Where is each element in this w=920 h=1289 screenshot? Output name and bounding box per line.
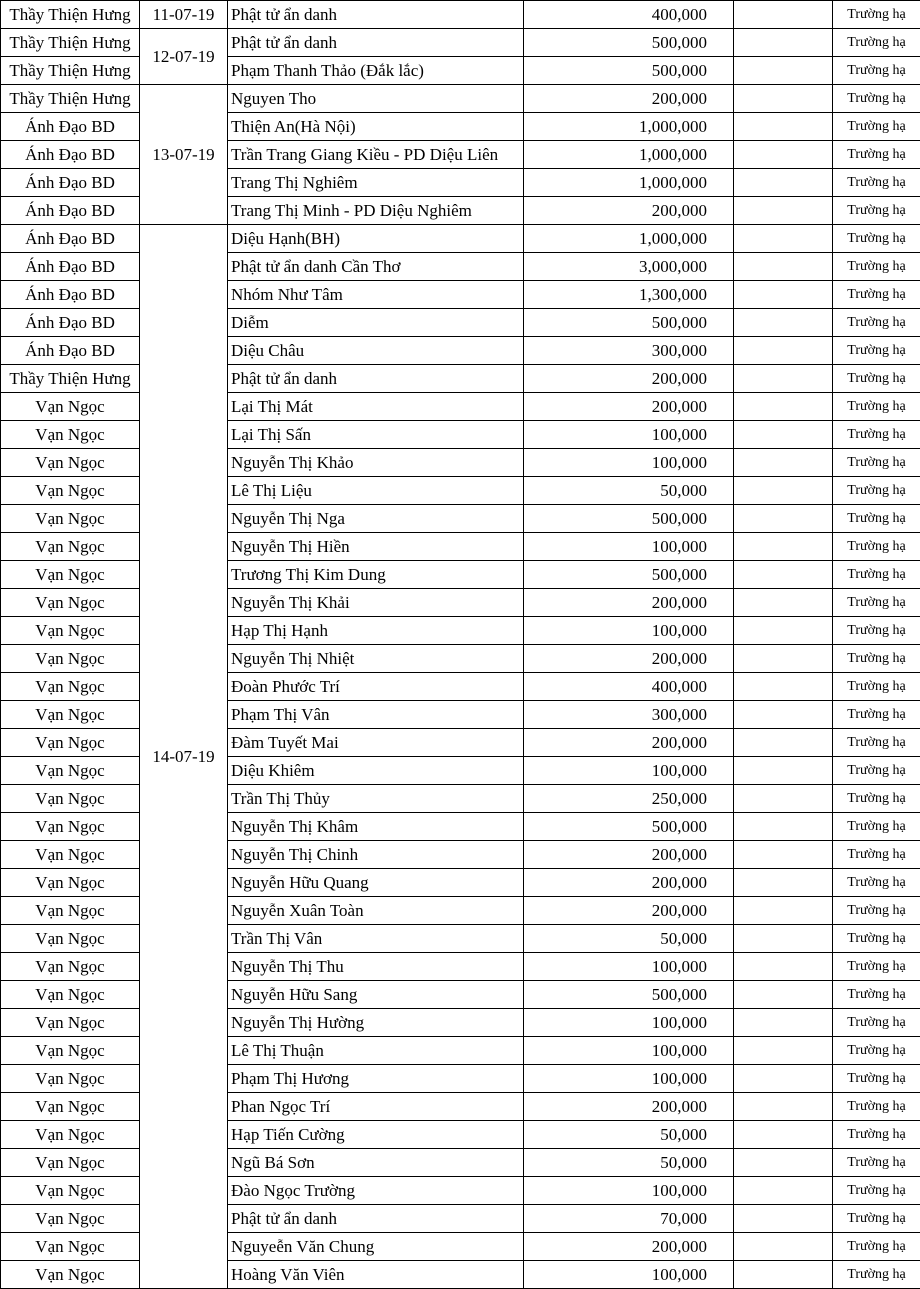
table-row (1, 29, 920, 57)
purpose-cell: Trường hạ (833, 365, 920, 393)
amount-cell: 500,000 (524, 505, 734, 533)
table-row (1, 729, 920, 757)
empty-cell (734, 897, 833, 925)
collector-cell: Vạn Ngọc (1, 813, 140, 841)
donor-name-cell: Ngũ Bá Sơn (228, 1149, 524, 1177)
amount-cell: 3,000,000 (524, 253, 734, 281)
amount-cell: 250,000 (524, 785, 734, 813)
collector-cell: Vạn Ngọc (1, 1261, 140, 1289)
table-row (1, 561, 920, 589)
purpose-cell: Trường hạ (833, 169, 920, 197)
purpose-cell: Trường hạ (833, 1037, 920, 1065)
empty-cell (734, 141, 833, 169)
purpose-cell: Trường hạ (833, 225, 920, 253)
table-row (1, 57, 920, 85)
purpose-cell: Trường hạ (833, 645, 920, 673)
collector-cell: Vạn Ngọc (1, 589, 140, 617)
collector-cell: Vạn Ngọc (1, 981, 140, 1009)
purpose-cell: Trường hạ (833, 1065, 920, 1093)
donor-name-cell: Thiện An(Hà Nội) (228, 113, 524, 141)
donor-name-cell: Nguyen Tho (228, 85, 524, 113)
donor-name-cell: Đoàn Phước Trí (228, 673, 524, 701)
amount-cell: 200,000 (524, 365, 734, 393)
collector-cell: Vạn Ngọc (1, 897, 140, 925)
table-body (1, 1, 920, 1289)
amount-cell: 100,000 (524, 449, 734, 477)
empty-cell (734, 1065, 833, 1093)
table-row (1, 449, 920, 477)
purpose-cell: Trường hạ (833, 1261, 920, 1289)
purpose-cell: Trường hạ (833, 1205, 920, 1233)
amount-cell: 100,000 (524, 1177, 734, 1205)
donor-name-cell: Diễm (228, 309, 524, 337)
purpose-cell: Trường hạ (833, 1149, 920, 1177)
table-row (1, 981, 920, 1009)
empty-cell (734, 29, 833, 57)
purpose-cell: Trường hạ (833, 1093, 920, 1121)
table-row (1, 253, 920, 281)
donor-name-cell: Phật tử ẩn danh (228, 365, 524, 393)
collector-cell: Vạn Ngọc (1, 1149, 140, 1177)
donor-name-cell: Lê Thị Thuận (228, 1037, 524, 1065)
purpose-cell: Trường hạ (833, 589, 920, 617)
collector-cell: Vạn Ngọc (1, 925, 140, 953)
table-row (1, 141, 920, 169)
empty-cell (734, 729, 833, 757)
table-row (1, 1261, 920, 1289)
donor-name-cell: Nguyễn Thị Hường (228, 1009, 524, 1037)
empty-cell (734, 1037, 833, 1065)
collector-cell: Thầy Thiện Hưng (1, 57, 140, 85)
amount-cell: 200,000 (524, 897, 734, 925)
donor-name-cell: Trần Trang Giang Kiều - PD Diệu Liên (228, 141, 524, 169)
donor-name-cell: Diệu Hạnh(BH) (228, 225, 524, 253)
donor-name-cell: Nguyễn Hữu Sang (228, 981, 524, 1009)
donor-name-cell: Lê Thị Liệu (228, 477, 524, 505)
empty-cell (734, 673, 833, 701)
donor-name-cell: Trương Thị Kim Dung (228, 561, 524, 589)
donor-name-cell: Hoàng Văn Viên (228, 1261, 524, 1289)
table-row (1, 1233, 920, 1261)
table-row (1, 785, 920, 813)
table-row (1, 85, 920, 113)
empty-cell (734, 449, 833, 477)
table-row (1, 701, 920, 729)
table-row (1, 1121, 920, 1149)
purpose-cell: Trường hạ (833, 533, 920, 561)
donor-name-cell: Phật tử ẩn danh Cần Thơ (228, 253, 524, 281)
collector-cell: Thầy Thiện Hưng (1, 85, 140, 113)
empty-cell (734, 421, 833, 449)
empty-cell (734, 477, 833, 505)
table-row (1, 225, 920, 253)
empty-cell (734, 505, 833, 533)
donor-name-cell: Trang Thị Minh - PD Diệu Nghiêm (228, 197, 524, 225)
amount-cell: 200,000 (524, 869, 734, 897)
empty-cell (734, 85, 833, 113)
purpose-cell: Trường hạ (833, 421, 920, 449)
collector-cell: Vạn Ngọc (1, 477, 140, 505)
empty-cell (734, 309, 833, 337)
table-row (1, 477, 920, 505)
collector-cell: Ánh Đạo BD (1, 225, 140, 253)
table-row (1, 645, 920, 673)
donor-name-cell: Hạp Tiến Cường (228, 1121, 524, 1149)
amount-cell: 400,000 (524, 673, 734, 701)
table-row (1, 309, 920, 337)
empty-cell (734, 1205, 833, 1233)
table-row (1, 1065, 920, 1093)
donor-name-cell: Phật tử ẩn danh (228, 1, 524, 29)
collector-cell: Vạn Ngọc (1, 953, 140, 981)
donor-name-cell: Phạm Thị Hương (228, 1065, 524, 1093)
table-row (1, 1037, 920, 1065)
collector-cell: Thầy Thiện Hưng (1, 29, 140, 57)
amount-cell: 100,000 (524, 1009, 734, 1037)
table-row (1, 673, 920, 701)
collector-cell: Vạn Ngọc (1, 1065, 140, 1093)
purpose-cell: Trường hạ (833, 1009, 920, 1037)
empty-cell (734, 561, 833, 589)
collector-cell: Ánh Đạo BD (1, 141, 140, 169)
purpose-cell: Trường hạ (833, 253, 920, 281)
donor-name-cell: Đàm Tuyết Mai (228, 729, 524, 757)
donor-name-cell: Trần Thị Thủy (228, 785, 524, 813)
amount-cell: 400,000 (524, 1, 734, 29)
donor-name-cell: Nhóm Như Tâm (228, 281, 524, 309)
amount-cell: 500,000 (524, 29, 734, 57)
empty-cell (734, 981, 833, 1009)
donor-name-cell: Diệu Khiêm (228, 757, 524, 785)
donor-name-cell: Nguyễn Thị Nhiệt (228, 645, 524, 673)
purpose-cell: Trường hạ (833, 1121, 920, 1149)
empty-cell (734, 253, 833, 281)
amount-cell: 200,000 (524, 393, 734, 421)
date-cell: 14-07-19 (140, 225, 228, 1289)
purpose-cell: Trường hạ (833, 841, 920, 869)
empty-cell (734, 1233, 833, 1261)
purpose-cell: Trường hạ (833, 141, 920, 169)
amount-cell: 1,000,000 (524, 141, 734, 169)
empty-cell (734, 953, 833, 981)
collector-cell: Vạn Ngọc (1, 841, 140, 869)
donor-name-cell: Trang Thị Nghiêm (228, 169, 524, 197)
empty-cell (734, 281, 833, 309)
empty-cell (734, 533, 833, 561)
date-cell: 12-07-19 (140, 29, 228, 85)
amount-cell: 50,000 (524, 477, 734, 505)
collector-cell: Ánh Đạo BD (1, 197, 140, 225)
purpose-cell: Trường hạ (833, 1177, 920, 1205)
purpose-cell: Trường hạ (833, 981, 920, 1009)
purpose-cell: Trường hạ (833, 617, 920, 645)
table-row (1, 169, 920, 197)
purpose-cell: Trường hạ (833, 281, 920, 309)
donor-name-cell: Phạm Thanh Thảo (Đắk lắc) (228, 57, 524, 85)
purpose-cell: Trường hạ (833, 813, 920, 841)
amount-cell: 200,000 (524, 645, 734, 673)
purpose-cell: Trường hạ (833, 477, 920, 505)
purpose-cell: Trường hạ (833, 393, 920, 421)
purpose-cell: Trường hạ (833, 57, 920, 85)
amount-cell: 200,000 (524, 589, 734, 617)
amount-cell: 500,000 (524, 309, 734, 337)
table-row (1, 1205, 920, 1233)
table-row (1, 589, 920, 617)
purpose-cell: Trường hạ (833, 561, 920, 589)
table-row (1, 813, 920, 841)
empty-cell (734, 169, 833, 197)
purpose-cell: Trường hạ (833, 785, 920, 813)
table-row (1, 197, 920, 225)
purpose-cell: Trường hạ (833, 757, 920, 785)
donor-name-cell: Lại Thị Sấn (228, 421, 524, 449)
amount-cell: 100,000 (524, 421, 734, 449)
purpose-cell: Trường hạ (833, 29, 920, 57)
donor-name-cell: Phật tử ẩn danh (228, 1205, 524, 1233)
collector-cell: Ánh Đạo BD (1, 309, 140, 337)
collector-cell: Vạn Ngọc (1, 785, 140, 813)
collector-cell: Thầy Thiện Hưng (1, 365, 140, 393)
amount-cell: 100,000 (524, 617, 734, 645)
amount-cell: 1,000,000 (524, 169, 734, 197)
amount-cell: 200,000 (524, 729, 734, 757)
table-row (1, 421, 920, 449)
empty-cell (734, 645, 833, 673)
amount-cell: 200,000 (524, 197, 734, 225)
collector-cell: Vạn Ngọc (1, 1233, 140, 1261)
amount-cell: 100,000 (524, 1037, 734, 1065)
table-row (1, 897, 920, 925)
amount-cell: 300,000 (524, 701, 734, 729)
empty-cell (734, 701, 833, 729)
purpose-cell: Trường hạ (833, 869, 920, 897)
empty-cell (734, 757, 833, 785)
purpose-cell: Trường hạ (833, 925, 920, 953)
empty-cell (734, 225, 833, 253)
donor-name-cell: Đào Ngọc Trường (228, 1177, 524, 1205)
table-row (1, 281, 920, 309)
donor-name-cell: Nguyễn Thị Khâm (228, 813, 524, 841)
donor-name-cell: Trần Thị Vân (228, 925, 524, 953)
collector-cell: Vạn Ngọc (1, 421, 140, 449)
table-row (1, 841, 920, 869)
amount-cell: 200,000 (524, 1093, 734, 1121)
purpose-cell: Trường hạ (833, 309, 920, 337)
table-row (1, 533, 920, 561)
collector-cell: Vạn Ngọc (1, 617, 140, 645)
table-row (1, 953, 920, 981)
table-row (1, 1093, 920, 1121)
purpose-cell: Trường hạ (833, 1233, 920, 1261)
collector-cell: Vạn Ngọc (1, 1009, 140, 1037)
donor-name-cell: Nguyễn Hữu Quang (228, 869, 524, 897)
date-cell: 13-07-19 (140, 85, 228, 225)
collector-cell: Vạn Ngọc (1, 505, 140, 533)
table-row (1, 1, 920, 29)
collector-cell: Vạn Ngọc (1, 1177, 140, 1205)
empty-cell (734, 785, 833, 813)
empty-cell (734, 197, 833, 225)
empty-cell (734, 57, 833, 85)
donor-name-cell: Nguyeễn Văn Chung (228, 1233, 524, 1261)
table-row (1, 505, 920, 533)
purpose-cell: Trường hạ (833, 113, 920, 141)
table-row (1, 113, 920, 141)
collector-cell: Vạn Ngọc (1, 1121, 140, 1149)
collector-cell: Vạn Ngọc (1, 701, 140, 729)
collector-cell: Vạn Ngọc (1, 1205, 140, 1233)
collector-cell: Vạn Ngọc (1, 561, 140, 589)
empty-cell (734, 841, 833, 869)
donor-name-cell: Nguyễn Thị Chinh (228, 841, 524, 869)
donor-name-cell: Diệu Châu (228, 337, 524, 365)
table-row (1, 393, 920, 421)
collector-cell: Ánh Đạo BD (1, 337, 140, 365)
donor-name-cell: Nguyễn Thị Khảo (228, 449, 524, 477)
amount-cell: 500,000 (524, 981, 734, 1009)
amount-cell: 1,000,000 (524, 225, 734, 253)
amount-cell: 300,000 (524, 337, 734, 365)
donor-name-cell: Hạp Thị Hạnh (228, 617, 524, 645)
empty-cell (734, 1, 833, 29)
purpose-cell: Trường hạ (833, 701, 920, 729)
empty-cell (734, 813, 833, 841)
purpose-cell: Trường hạ (833, 449, 920, 477)
donor-name-cell: Phan Ngọc Trí (228, 1093, 524, 1121)
donor-name-cell: Nguyễn Thị Nga (228, 505, 524, 533)
amount-cell: 70,000 (524, 1205, 734, 1233)
empty-cell (734, 617, 833, 645)
amount-cell: 500,000 (524, 561, 734, 589)
purpose-cell: Trường hạ (833, 505, 920, 533)
collector-cell: Vạn Ngọc (1, 729, 140, 757)
table-row (1, 869, 920, 897)
table-row (1, 925, 920, 953)
collector-cell: Vạn Ngọc (1, 533, 140, 561)
empty-cell (734, 1121, 833, 1149)
purpose-cell: Trường hạ (833, 337, 920, 365)
amount-cell: 100,000 (524, 1261, 734, 1289)
collector-cell: Vạn Ngọc (1, 869, 140, 897)
empty-cell (734, 869, 833, 897)
collector-cell: Ánh Đạo BD (1, 113, 140, 141)
collector-cell: Vạn Ngọc (1, 673, 140, 701)
empty-cell (734, 1009, 833, 1037)
empty-cell (734, 589, 833, 617)
amount-cell: 100,000 (524, 533, 734, 561)
empty-cell (734, 1261, 833, 1289)
amount-cell: 100,000 (524, 757, 734, 785)
donor-name-cell: Phật tử ẩn danh (228, 29, 524, 57)
donor-name-cell: Nguyễn Xuân Toàn (228, 897, 524, 925)
purpose-cell: Trường hạ (833, 897, 920, 925)
donor-name-cell: Nguyễn Thị Khải (228, 589, 524, 617)
donor-name-cell: Phạm Thị Vân (228, 701, 524, 729)
collector-cell: Vạn Ngọc (1, 1093, 140, 1121)
collector-cell: Vạn Ngọc (1, 449, 140, 477)
date-cell: 11-07-19 (140, 1, 228, 29)
donor-name-cell: Lại Thị Mát (228, 393, 524, 421)
donor-name-cell: Nguyễn Thị Hiền (228, 533, 524, 561)
table-row (1, 365, 920, 393)
amount-cell: 500,000 (524, 57, 734, 85)
empty-cell (734, 1177, 833, 1205)
amount-cell: 50,000 (524, 1121, 734, 1149)
amount-cell: 100,000 (524, 953, 734, 981)
table-row (1, 617, 920, 645)
table-row (1, 1177, 920, 1205)
amount-cell: 200,000 (524, 841, 734, 869)
purpose-cell: Trường hạ (833, 953, 920, 981)
purpose-cell: Trường hạ (833, 197, 920, 225)
collector-cell: Vạn Ngọc (1, 393, 140, 421)
donor-name-cell: Nguyễn Thị Thu (228, 953, 524, 981)
purpose-cell: Trường hạ (833, 1, 920, 29)
amount-cell: 100,000 (524, 1065, 734, 1093)
amount-cell: 1,000,000 (524, 113, 734, 141)
empty-cell (734, 1093, 833, 1121)
empty-cell (734, 1149, 833, 1177)
empty-cell (734, 365, 833, 393)
amount-cell: 500,000 (524, 813, 734, 841)
empty-cell (734, 925, 833, 953)
collector-cell: Ánh Đạo BD (1, 253, 140, 281)
collector-cell: Thầy Thiện Hưng (1, 1, 140, 29)
table-row (1, 1009, 920, 1037)
purpose-cell: Trường hạ (833, 729, 920, 757)
collector-cell: Ánh Đạo BD (1, 281, 140, 309)
amount-cell: 200,000 (524, 85, 734, 113)
amount-cell: 200,000 (524, 1233, 734, 1261)
collector-cell: Vạn Ngọc (1, 757, 140, 785)
amount-cell: 50,000 (524, 1149, 734, 1177)
empty-cell (734, 393, 833, 421)
table-row (1, 757, 920, 785)
collector-cell: Vạn Ngọc (1, 645, 140, 673)
amount-cell: 50,000 (524, 925, 734, 953)
purpose-cell: Trường hạ (833, 673, 920, 701)
empty-cell (734, 337, 833, 365)
purpose-cell: Trường hạ (833, 85, 920, 113)
table-row (1, 337, 920, 365)
table-row (1, 1149, 920, 1177)
collector-cell: Ánh Đạo BD (1, 169, 140, 197)
empty-cell (734, 113, 833, 141)
collector-cell: Vạn Ngọc (1, 1037, 140, 1065)
amount-cell: 1,300,000 (524, 281, 734, 309)
